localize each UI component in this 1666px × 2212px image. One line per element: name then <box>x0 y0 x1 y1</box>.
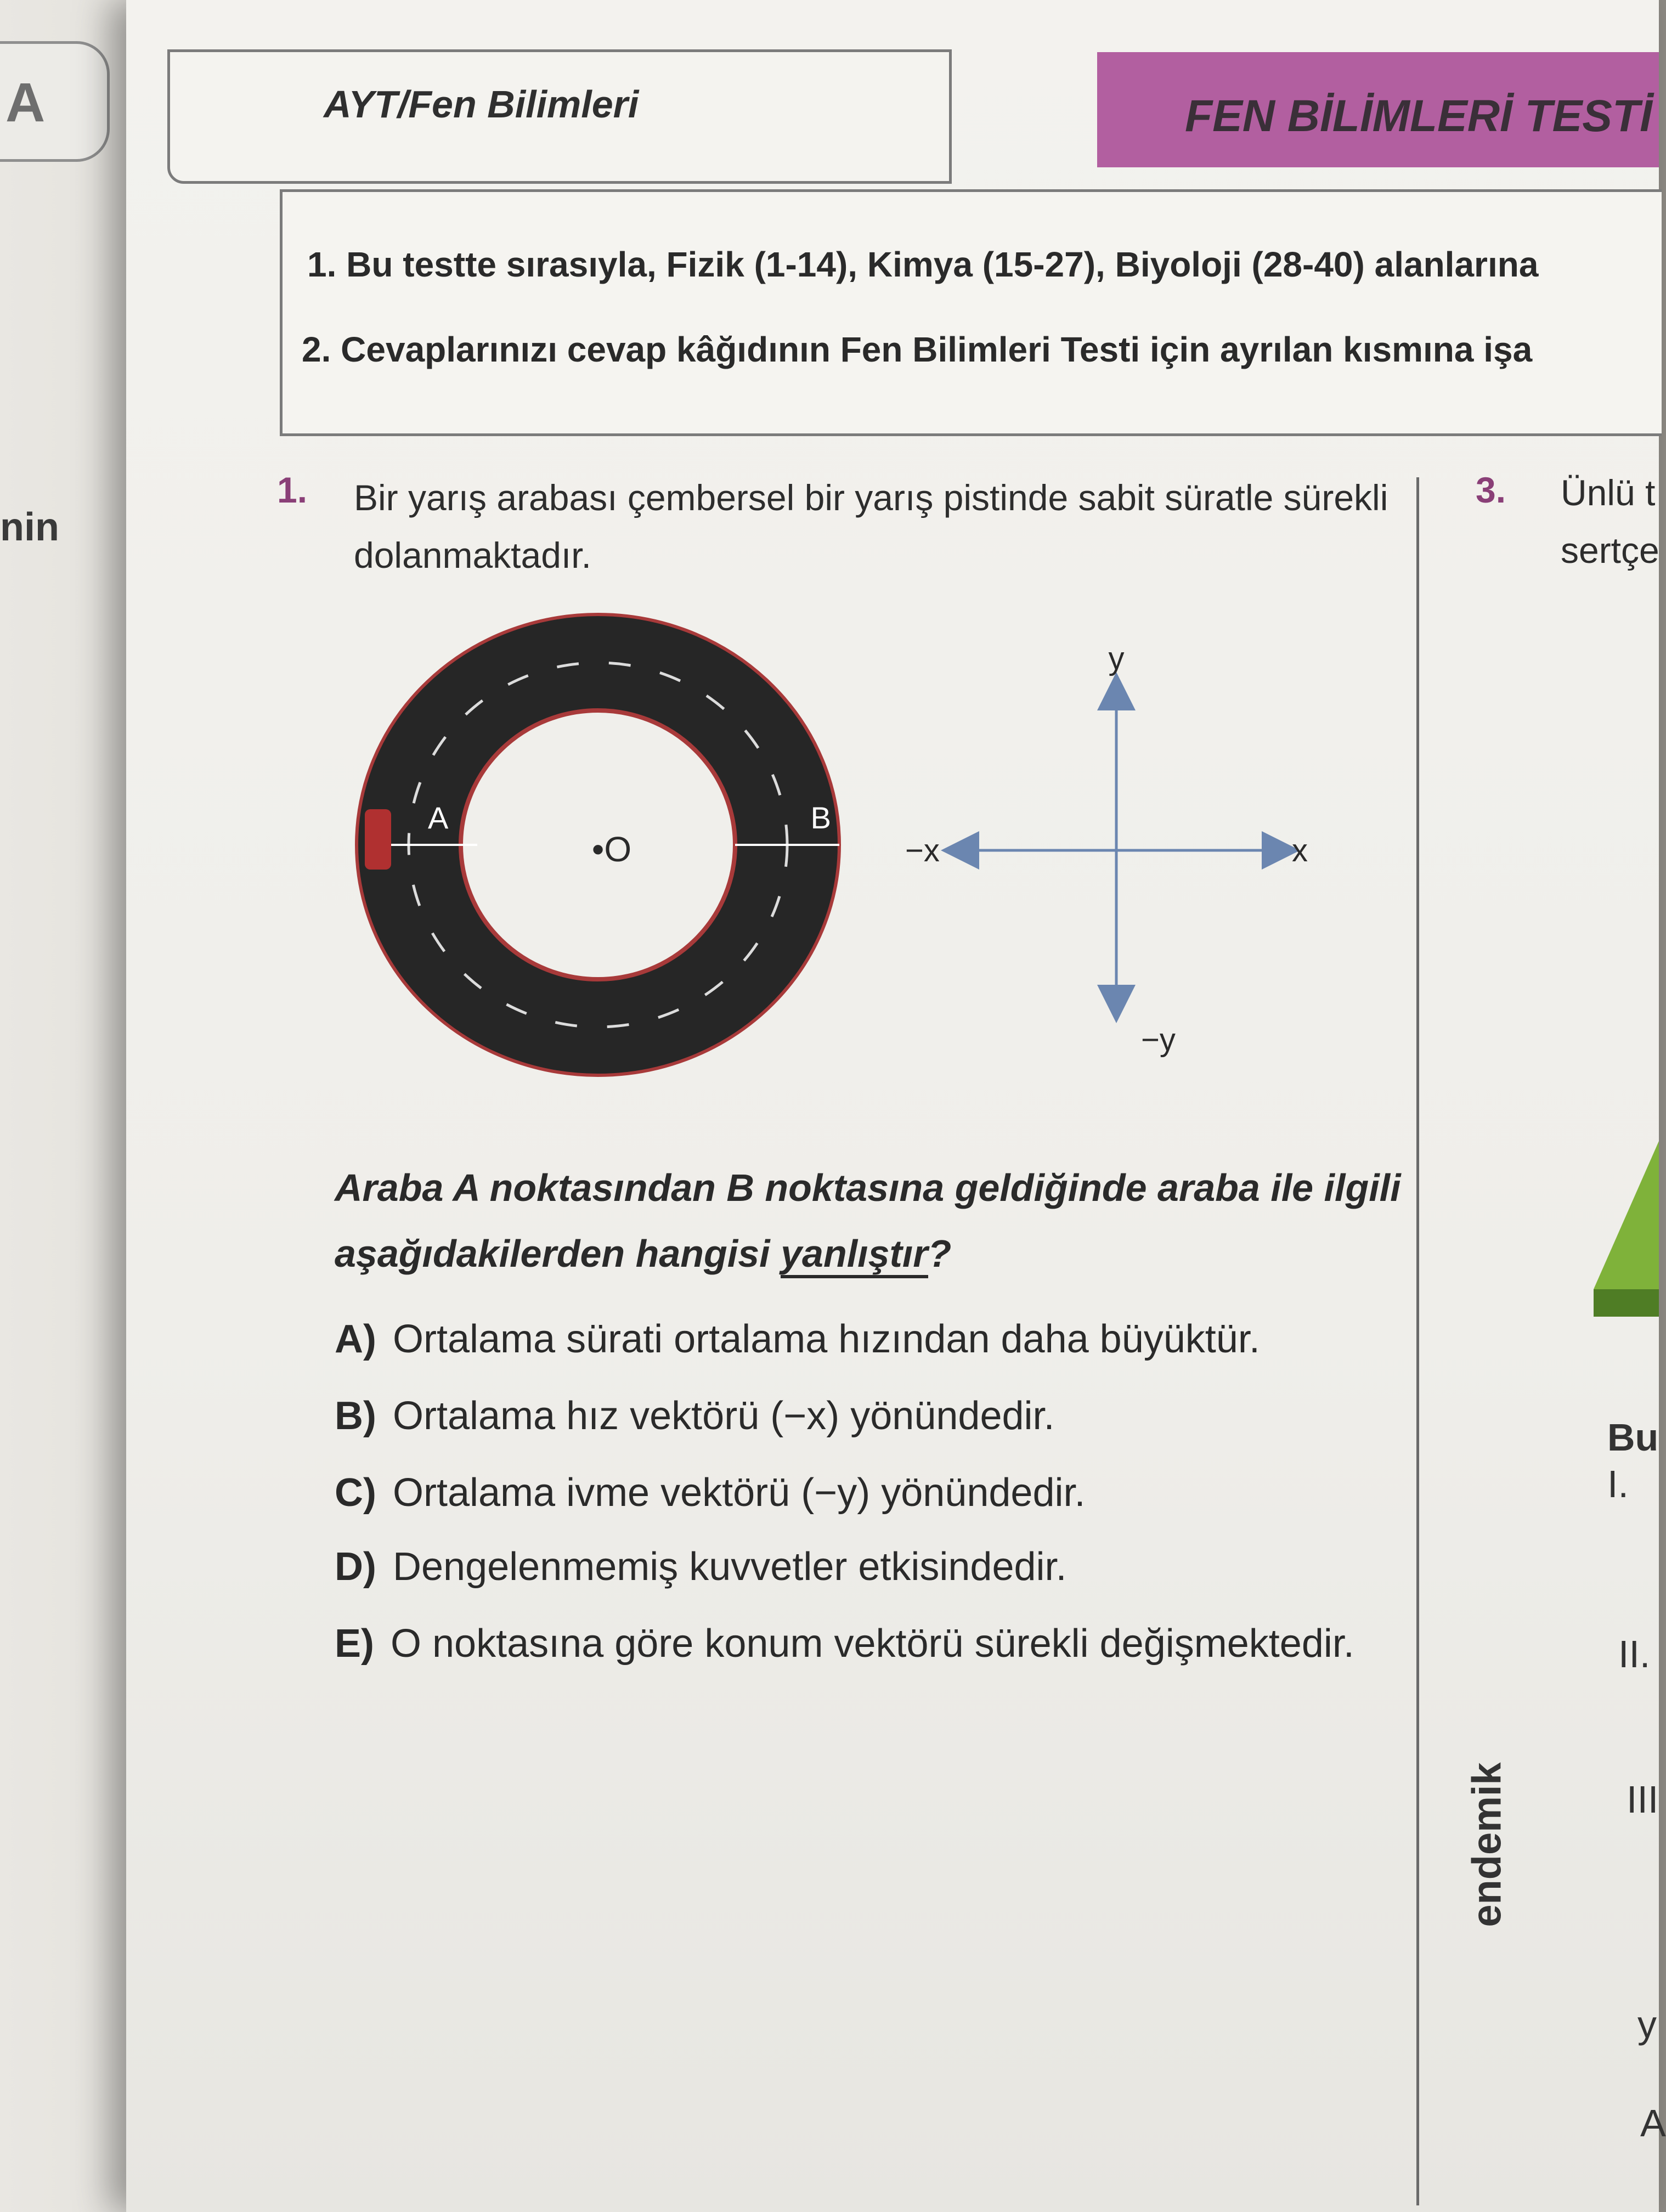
right-fragment-a: A <box>1640 2102 1666 2145</box>
brand-logo-text: endemik <box>1464 1762 1510 1927</box>
point-b-label: B <box>810 800 831 835</box>
race-track-figure <box>351 587 1339 1114</box>
instruction-1: 1. Bu testte sırasıyla, Fizik (1-14), Kimya (15-27), Biyoloji (28-40) alanlarına <box>307 245 1539 284</box>
question-3-fragment-1: Ünlü t <box>1561 472 1656 513</box>
option-d-letter: D) <box>335 1545 376 1589</box>
right-fragment-roman-2: II. <box>1618 1633 1651 1675</box>
instruction-2: 2. Cevaplarınızı cevap kâğıdının Fen Bilimleri Testi için ayrılan kısmına işa <box>302 330 1533 369</box>
green-shape-fragment <box>1594 1141 1659 1333</box>
coordinate-axes <box>960 691 1281 1004</box>
option-b-text: Ortalama hız vektörü (−x) yönündedir. <box>392 1394 1055 1438</box>
axis-x-label: x <box>1292 833 1308 868</box>
right-fragment-bu: Bu <box>1607 1416 1659 1459</box>
question-3-number: 3. <box>1476 470 1506 510</box>
point-a-label: A <box>428 800 449 835</box>
question-1-prompt-underlined: yanlıştır <box>781 1232 928 1278</box>
question-1-prompt-text: Araba A noktasından B noktasına geldiğinde araba ile ilgili aşağıdakilerden hangisi <box>335 1166 1401 1275</box>
right-fragment-y: y <box>1637 2003 1657 2046</box>
option-e-text: O noktasına göre konum vektörü sürekli değişmektedir. <box>391 1622 1354 1666</box>
instructions-box <box>280 189 1662 436</box>
right-fragment-roman-1: I. <box>1607 1463 1629 1505</box>
race-car-icon <box>365 809 391 870</box>
question-3-fragment-2: sertçe <box>1561 530 1659 571</box>
option-b-letter: B) <box>335 1394 376 1438</box>
left-page-tab-letter: A <box>5 72 46 133</box>
question-1-prompt-end: ? <box>928 1232 952 1275</box>
right-fragment-roman-3: III <box>1627 1778 1659 1821</box>
option-a[interactable] <box>335 1317 1260 1362</box>
option-d-text: Dengelenmemiş kuvvetler etkisindedir. <box>392 1545 1067 1589</box>
option-b[interactable] <box>335 1393 1055 1438</box>
header-left-title: AYT/Fen Bilimleri <box>324 83 639 126</box>
axis-neg-y-label: −y <box>1141 1022 1176 1058</box>
center-o-label: •O <box>591 830 632 869</box>
option-a-text: Ortalama sürati ortalama hızından daha büyüktür. <box>392 1317 1260 1361</box>
option-e-letter: E) <box>335 1622 374 1666</box>
question-1-number: 1. <box>277 470 308 510</box>
axis-neg-x-label: −x <box>905 833 940 868</box>
left-page-fragment: nin <box>0 505 59 549</box>
option-a-letter: A) <box>335 1317 376 1361</box>
question-1-stem: Bir yarış arabası çembersel bir yarış pistinde sabit süratle sürekli dolanmaktadır. <box>354 477 1388 575</box>
axis-y-label: y <box>1108 641 1125 676</box>
header-right-title: FEN BİLİMLERİ TESTİ <box>1185 91 1652 141</box>
option-e[interactable] <box>335 1621 1354 1666</box>
option-c-letter: C) <box>335 1471 376 1515</box>
column-divider <box>1416 477 1419 2205</box>
question-1-prompt <box>335 1155 1432 1286</box>
option-d[interactable] <box>335 1544 1067 1589</box>
option-c-text: Ortalama ivme vektörü (−y) yönündedir. <box>392 1471 1086 1515</box>
option-c[interactable] <box>335 1470 1086 1515</box>
